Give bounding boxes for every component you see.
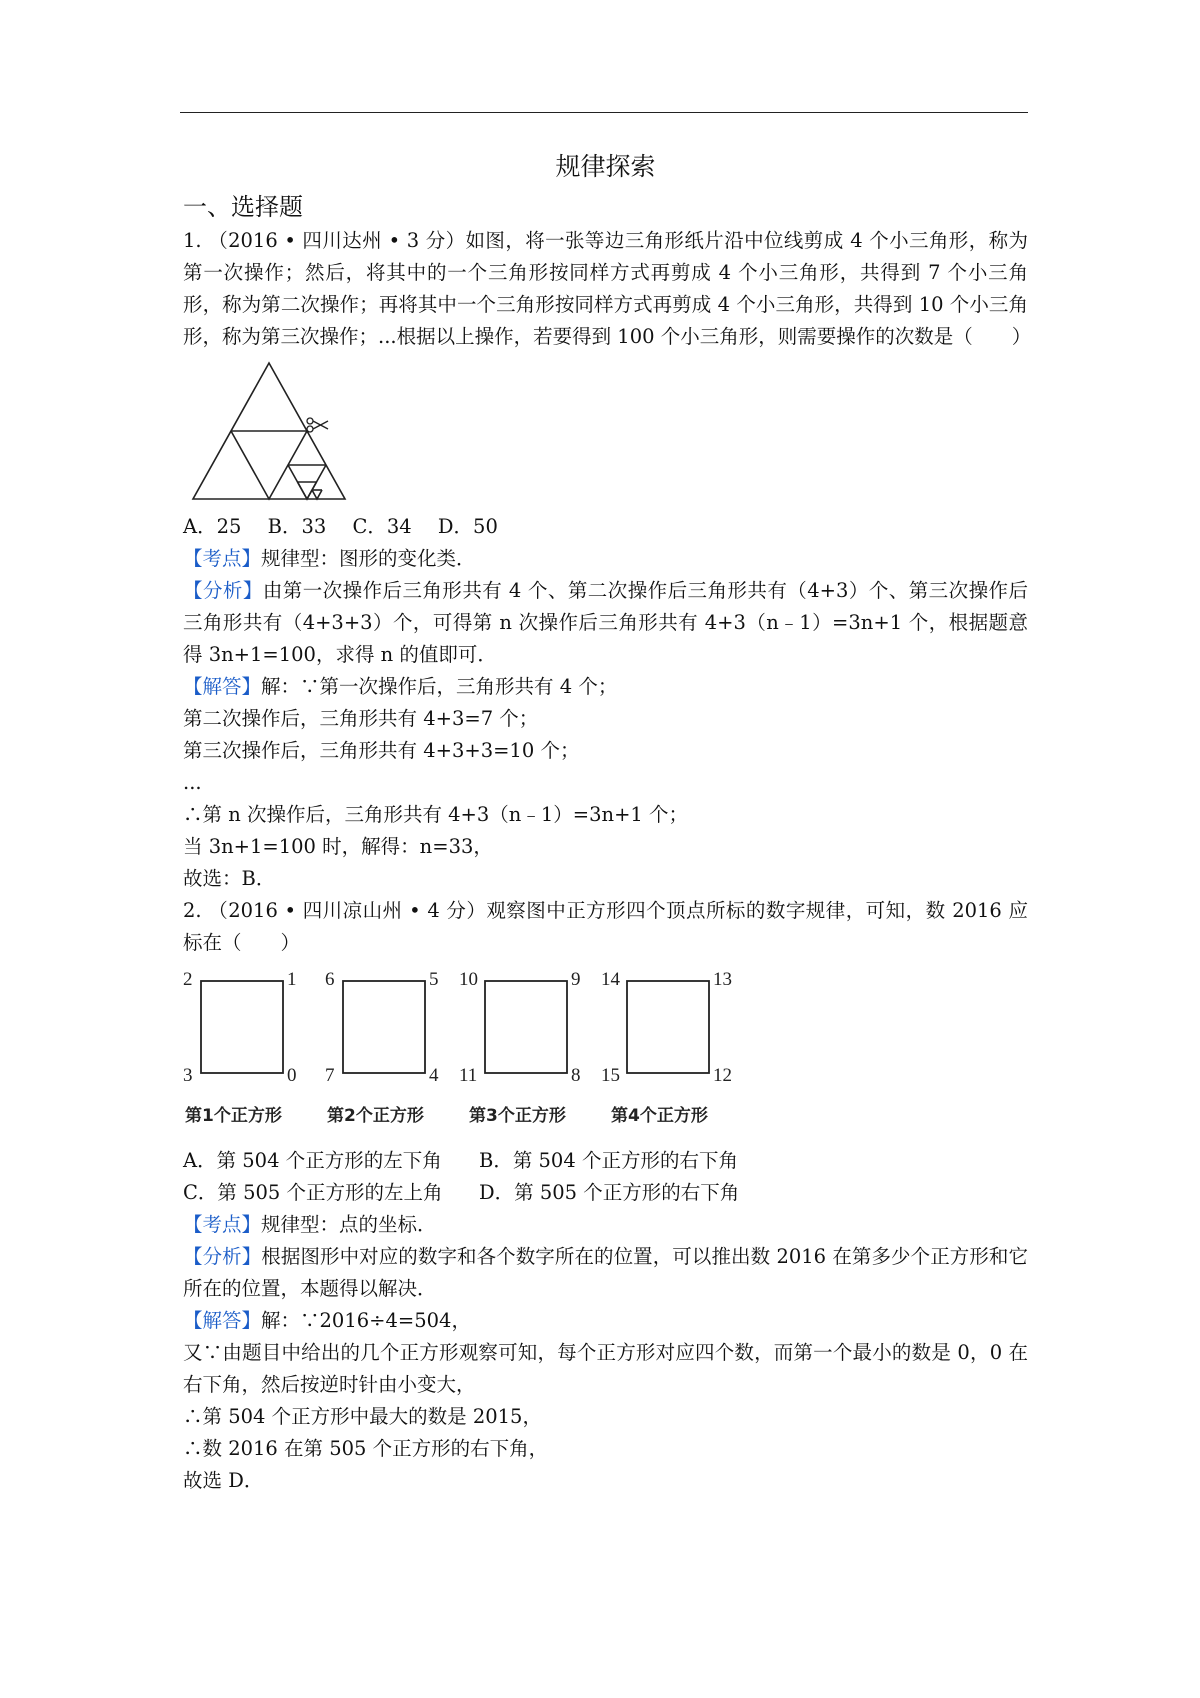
- jieda-tag: 【解答】: [183, 675, 262, 698]
- q1-solution-line: ∴第 n 次操作后，三角形共有 4+3（n﹣1）=3n+1 个；: [183, 803, 689, 826]
- q1-option-a: A．25: [183, 515, 242, 538]
- square-4-caption: 第4个正方形: [611, 1106, 708, 1126]
- q2-kaodian: [183, 1209, 1028, 1241]
- square-3-caption: 第3个正方形: [469, 1106, 566, 1126]
- q1-kaodian-text: 规律型：图形的变化类．: [261, 547, 476, 570]
- square-1-caption: 第1个正方形: [185, 1106, 282, 1126]
- section-heading: 一、选择题: [183, 193, 303, 221]
- page-title: 规律探索: [555, 152, 656, 181]
- q1-jieda: [183, 671, 1028, 703]
- q1-kaodian: [183, 543, 1028, 575]
- q1-jieda-first: 解：∵第一次操作后，三角形共有 4 个；: [261, 675, 618, 698]
- q2-fenxi-text: 根据图形中对应的数字和各个数字所在的位置，可以推出数 2016 在第多少个正方形和它所在的位置，本题得以解决．: [183, 1245, 1028, 1300]
- square-4-top-right: 13: [713, 969, 732, 990]
- q2-option-a: A．第 504 个正方形的左下角: [183, 1149, 442, 1172]
- header-rule: [180, 112, 1028, 113]
- q2-options-row-1: [183, 1145, 1028, 1177]
- square-1-bottom-left: 3: [183, 1065, 193, 1086]
- q2-solution-line: ∴第 504 个正方形中最大的数是 2015，: [183, 1405, 542, 1428]
- q1-stem: 1. （2016 • 四川达州 • 3 分）如图，将一张等边三角形纸片沿中位线剪成 4 个小三角形，称为第一次操作；然后，将其中的一个三角形按同样方式再剪成 4 个小三角形，共得到 7 个小三角形，称为第二次操作；再将其中一个三角形按同样方式再剪成 4 个小三角形，共得到 10 个小三角形，称为第三次操作；...根据以上操作，若要得到 100 个小三角形，则需要操作的次数是（ ）: [183, 229, 1032, 348]
- q2-stem: 2. （2016 • 四川凉山州 • 4 分）观察图中正方形四个顶点所标的数字规律，可知，数 2016 应标在（ ）: [183, 899, 1028, 954]
- square-1: [183, 969, 297, 1126]
- q2-option-b: B．第 504 个正方形的右下角: [479, 1149, 738, 1172]
- q1-fenxi: [183, 575, 1028, 671]
- q1-option-b: B．33: [267, 515, 327, 538]
- q2-fenxi: [183, 1241, 1028, 1305]
- q1-solution-line: 当 3n+1=100 时，解得：n=33，: [183, 835, 493, 858]
- square-2-top-left: 6: [325, 969, 335, 990]
- square-3-bottom-left: 11: [459, 1065, 478, 1086]
- q2-solution-line: 故选 D．: [183, 1469, 264, 1492]
- q2-option-d: D．第 505 个正方形的右下角: [479, 1181, 740, 1204]
- q2-options-row-2: [183, 1177, 1028, 1209]
- square-2-top-right: 5: [429, 969, 439, 990]
- square-2-bottom-left: 7: [325, 1065, 335, 1086]
- square-1-bottom-right: 0: [287, 1065, 297, 1086]
- square-1-top-right: 1: [287, 969, 297, 990]
- q2-solution-lines: [183, 1401, 1028, 1497]
- q1-solution-line: 第三次操作后，三角形共有 4+3+3=10 个；: [183, 739, 580, 762]
- q2-option-c: C．第 505 个正方形的左上角: [183, 1181, 443, 1204]
- document-body: [183, 145, 1032, 1497]
- kaodian-tag: 【考点】: [183, 547, 262, 570]
- square-3: [459, 969, 581, 1126]
- q2-solution-line: ∴数 2016 在第 505 个正方形的右下角，: [183, 1437, 549, 1460]
- jieda-tag: 【解答】: [183, 1309, 262, 1332]
- q1-solution-line: ...: [183, 771, 202, 794]
- square-4-top-left: 14: [601, 969, 620, 990]
- midline-4b: [312, 490, 322, 499]
- q1-option-d: D．50: [437, 515, 498, 538]
- q1-solution-line: 故选：B．: [183, 867, 276, 890]
- q1-solution-lines: [183, 703, 1028, 895]
- kaodian-tag: 【考点】: [183, 1213, 262, 1236]
- q1-fenxi-text: 由第一次操作后三角形共有 4 个、第二次操作后三角形共有（4+3）个、第三次操作后三角形共有（4+3+3）个，可得第 n 次操作后三角形共有 4+3（n﹣1）=3n+1 个，根据题意得 3n+1=100，求得 n 的值即可．: [183, 579, 1028, 666]
- square-1-top-left: 2: [183, 969, 193, 990]
- square-4: [601, 969, 732, 1126]
- scissors-icon: [307, 418, 328, 432]
- q1-triangle-figure: [187, 359, 357, 507]
- q1-option-c: C．34: [352, 515, 412, 538]
- q2-jieda-first: 解：∵2016÷4=504，: [261, 1309, 471, 1332]
- square-2-bottom-right: 4: [429, 1065, 439, 1086]
- fenxi-tag: 【分析】: [183, 1245, 262, 1268]
- square-4-bottom-left: 15: [601, 1065, 620, 1086]
- q1-options: [183, 511, 1028, 543]
- square-3-bottom-right: 8: [571, 1065, 581, 1086]
- square-4-bottom-right: 12: [713, 1065, 732, 1086]
- q2-jieda-paragraph: 又∵由题目中给出的几个正方形观察可知，每个正方形对应四个数，而第一个最小的数是 0，0 在右下角，然后按逆时针由小变大，: [183, 1341, 1028, 1396]
- q2-kaodian-text: 规律型：点的坐标．: [261, 1213, 437, 1236]
- square-3-top-left: 10: [459, 969, 478, 990]
- square-3-top-right: 9: [571, 969, 581, 990]
- q2-squares-figure: [181, 969, 751, 1139]
- q1-solution-line: 第二次操作后，三角形共有 4+3=7 个；: [183, 707, 539, 730]
- fenxi-tag: 【分析】: [183, 579, 263, 602]
- q2-jieda: [183, 1305, 1028, 1337]
- square-2-caption: 第2个正方形: [327, 1106, 424, 1126]
- square-2: [325, 969, 439, 1126]
